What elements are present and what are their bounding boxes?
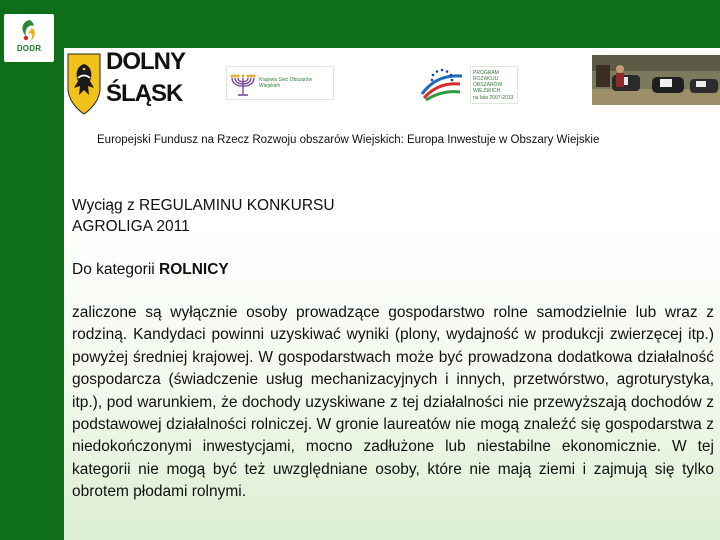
category-prefix: Do kategorii [72,261,160,278]
title-line-2: AGROLIGA 2011 [72,218,190,235]
prow-logo [416,64,518,104]
barn-cows-image [592,55,720,105]
rural-network-logo-text: Krajowa Sieć Obszarów Wiejskich [259,77,313,89]
rural-network-logo [226,66,334,100]
category-line [72,261,229,279]
prow-years: na lata 2007-2013 [473,95,514,101]
dodr-label: DODR [16,44,42,53]
left-frame-bar [0,0,64,540]
title-line-1: Wyciąg z REGULAMINU KONKURSU [72,197,335,214]
dodr-emblem-icon [4,14,54,62]
menorah-icon [229,68,257,98]
prow-text-box [470,66,518,104]
region-name-line1: DOLNY [106,48,185,75]
slide-title [72,195,692,237]
rules-body-paragraph: zaliczone są wyłącznie osoby prowadzące gospodarstwo rolne samodzielnie lub wraz z rodziną. Kandydaci powinni uzyskiwać wyniki (plony, wydajność w produkcji zwierzęcej itp.) powyżej średniej krajowej. W gospodarstwach może być prowadzona dodatkowa działalność gospodarcza (świadczenie usług mechanizacyjnych i innych, przetwórstwo, agroturystyka, itp.), pod warunkiem, że dochody uzyskiwane z tej działalności nie przewyższają dochodów z podstawowej działalności rolniczej. W gronie laureatów nie mogą znaleźć się gospodarstwa z niedokończonymi inwestycjami, mocno zadłużone lub niestabilne ekonomicznie. W tej kategorii nie mogą być też uwzględniane osoby, które nie mają ziemi i zajmują się tylko obrotem płodami rolnymi. [72,304,714,501]
region-name-line2: ŚLĄSK [106,80,183,107]
coat-of-arms-icon [66,48,102,120]
prow-logo-text: PROGRAM ROZWOJU OBSZARÓW WIEJSKICH [473,70,503,94]
top-frame-bar [0,0,720,48]
farm-photo [592,55,720,105]
eu-flag-icon [416,64,468,104]
eu-funding-header: Europejski Fundusz na Rzecz Rozwoju obszarów Wiejskich: Europa Inwestuje w Obszary Wiejskie [97,134,600,146]
category-name: ROLNICY [159,261,229,278]
dolny-slask-logo [66,48,185,120]
dodr-logo [4,14,54,62]
